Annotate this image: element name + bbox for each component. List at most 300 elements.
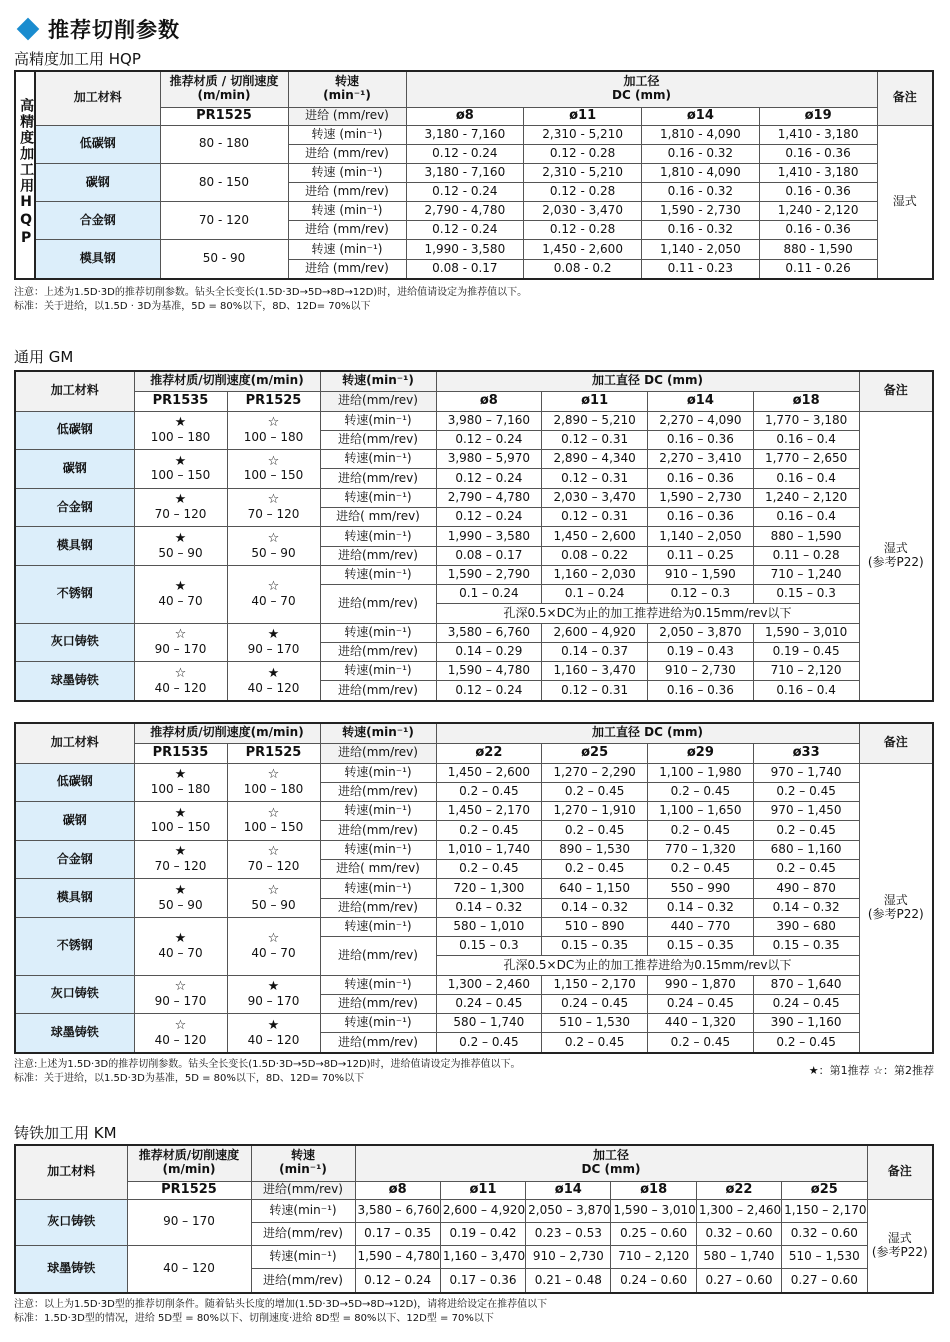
table-cell: 910 – 2,730 — [648, 662, 754, 681]
grade-2-cell: ☆ 70 – 120 — [227, 840, 320, 879]
header-note: 备注 — [859, 371, 933, 411]
table-cell: 0.12 – 0.24 — [436, 430, 542, 449]
table-cell: 1,100 – 1,650 — [648, 802, 754, 821]
table-cell: 0.12 – 0.24 — [436, 681, 542, 701]
grade-1-cell: ★ 100 – 180 — [134, 411, 227, 450]
table-cell: 0.14 – 0.32 — [753, 898, 859, 917]
material-cell: 球墨铸铁 — [15, 662, 134, 701]
diamond-icon — [17, 18, 40, 41]
table-cell: 1,590 – 4,780 — [355, 1246, 440, 1269]
grade-2-cell: ☆ 50 – 90 — [227, 879, 320, 918]
table-row — [15, 763, 933, 782]
table-row — [15, 879, 933, 898]
star-legend: ★：第1推荐 ☆：第2推荐 — [808, 1064, 934, 1077]
table-cell: 0.08 - 0.17 — [406, 259, 524, 279]
header-diameter: 加工直径 DC (mm) — [436, 723, 859, 743]
table-cell: 710 – 1,240 — [753, 565, 859, 584]
material-cell: 球墨铸铁 — [15, 1014, 134, 1053]
row-label-speed: 转速 (min⁻¹) — [288, 125, 406, 144]
table-cell: 510 – 1,530 — [782, 1246, 867, 1269]
table-cell: 2,600 – 4,920 — [440, 1199, 525, 1222]
table-cell: 1,990 – 3,580 — [436, 527, 542, 546]
table-cell: 1,450 – 2,600 — [436, 763, 542, 782]
row-label-speed: 转速(min⁻¹) — [320, 411, 436, 430]
km-note: 注意：以上为1.5D·3D型的推荐切削条件。随着钻头长度的增加(1.5D·3D→5D→8D→12D)，请将进给设定在推荐值以下 标准：1.5D·3D型的情况，进给 5D型 = 80%以下、切削速度·进给 8D型 = 80%以下、12D型 = 70%以下 — [14, 1299, 548, 1324]
row-label-speed: 转速(min⁻¹) — [320, 763, 436, 782]
table-cell: 0.2 – 0.45 — [753, 782, 859, 801]
header-speed: 转速(min⁻¹) — [320, 723, 436, 743]
table-row — [15, 411, 933, 430]
table-cell: 0.12 – 0.31 — [542, 508, 648, 527]
table-cell: 2,310 - 5,210 — [524, 163, 642, 182]
table-cell: 550 – 990 — [648, 879, 754, 898]
table-cell: 440 – 770 — [648, 917, 754, 936]
grade-1-cell: ★ 40 – 70 — [134, 917, 227, 975]
table-cell: 0.24 – 0.60 — [611, 1269, 696, 1293]
table-cell: 890 – 1,530 — [542, 840, 648, 859]
table-cell: 0.12 – 0.31 — [542, 469, 648, 488]
grade-1-cell: ★ 70 – 120 — [134, 840, 227, 879]
table-cell: 0.11 – 0.25 — [648, 546, 754, 565]
table-cell: 1,270 – 1,910 — [542, 802, 648, 821]
table-cell: 0.12 – 0.3 — [648, 585, 754, 604]
table-row — [15, 623, 933, 642]
diameter-label: ø11 — [440, 1181, 525, 1199]
material-cell: 灰口铸铁 — [15, 975, 134, 1014]
row-label-speed: 转速(min⁻¹) — [320, 917, 436, 936]
table-cell: 2,030 - 3,470 — [524, 202, 642, 221]
table-cell: 710 – 2,120 — [753, 662, 859, 681]
row-label-speed: 转速 (min⁻¹) — [288, 202, 406, 221]
table-cell: 0.11 - 0.23 — [642, 259, 760, 279]
header-note: 备注 — [867, 1145, 933, 1199]
remark-cell: 湿式 (参考P22) — [859, 763, 933, 1053]
diameter-label: ø14 — [526, 1181, 611, 1199]
material-cell: 低碳钢 — [35, 125, 160, 163]
table-cell: 0.12 - 0.24 — [406, 144, 524, 163]
table-cell: 1,810 - 4,090 — [642, 125, 760, 144]
table-cell: 0.2 – 0.45 — [753, 1033, 859, 1053]
table-cell: 0.08 – 0.22 — [542, 546, 648, 565]
row-label-feed: 进给(mm/rev) — [320, 681, 436, 701]
table-cell: 0.2 – 0.45 — [648, 860, 754, 879]
row-label-feed: 进给(mm/rev) — [251, 1222, 355, 1245]
gm-table-2 — [14, 722, 934, 1054]
table-cell: 0.2 – 0.45 — [436, 821, 542, 840]
table-cell: 0.24 – 0.45 — [542, 994, 648, 1013]
remark-cell: 湿式 (参考P22) — [867, 1199, 933, 1293]
grade-2-cell: ☆ 100 – 180 — [227, 411, 320, 450]
table-cell: 0.15 – 0.35 — [542, 937, 648, 956]
diameter-label: ø18 — [753, 391, 859, 411]
row-label-feed: 进给(mm/rev) — [320, 642, 436, 661]
diameter-label: ø14 — [648, 391, 754, 411]
diameter-label: ø11 — [542, 391, 648, 411]
row-label-feed: 进给(mm/rev) — [251, 1269, 355, 1293]
table-cell: 770 – 1,320 — [648, 840, 754, 859]
row-label-feed: 进给( mm/rev) — [320, 860, 436, 879]
table-cell: 1,410 - 3,180 — [759, 125, 877, 144]
material-cell: 不锈钢 — [15, 917, 134, 975]
grade-2-cell: ☆ 40 – 70 — [227, 917, 320, 975]
hqp-vertical-label: 高精度加工用HQP — [15, 71, 35, 279]
table-cell: 1,100 – 1,980 — [648, 763, 754, 782]
table-cell: 2,890 – 5,210 — [542, 411, 648, 430]
table-cell: 0.16 - 0.32 — [642, 144, 760, 163]
table-cell: 0.16 - 0.36 — [759, 182, 877, 201]
material-cell: 碳钢 — [35, 163, 160, 201]
table-cell: 720 – 1,300 — [436, 879, 542, 898]
table-cell: 0.2 – 0.45 — [542, 782, 648, 801]
grade-2-cell: ★ 40 – 120 — [227, 1014, 320, 1053]
table-cell: 970 – 1,740 — [753, 763, 859, 782]
header-feed: 进给 (mm/rev) — [288, 107, 406, 125]
grade-1-cell: ☆ 90 – 170 — [134, 623, 227, 662]
header-diameter: 加工径 DC (mm) — [355, 1145, 867, 1181]
table-row — [15, 1014, 933, 1033]
table-cell: 510 – 1,530 — [542, 1014, 648, 1033]
material-cell: 灰口铸铁 — [15, 1199, 127, 1246]
table-cell: 0.16 - 0.32 — [642, 182, 760, 201]
table-cell: 990 – 1,870 — [648, 975, 754, 994]
table-cell: 870 – 1,640 — [753, 975, 859, 994]
table-cell: 1,240 - 2,120 — [759, 202, 877, 221]
material-cell: 低碳钢 — [15, 411, 134, 450]
gm-note: 注意:上述为1.5D·3D的推荐切削参数。钻头全长变长(1.5D·3D→5D→8D→12D)时，进给值请设定为推荐值以下。 标准：关于进给，以1.5D·3D为基准，5D = 80%以下，8D、12D= 70%以下 — [14, 1059, 521, 1084]
table-cell: 910 – 2,730 — [526, 1246, 611, 1269]
table-cell: 0.16 – 0.4 — [753, 430, 859, 449]
row-label-speed: 转速(min⁻¹) — [320, 450, 436, 469]
table-cell: 1,270 – 2,290 — [542, 763, 648, 782]
table-cell: 0.12 - 0.24 — [406, 221, 524, 240]
table-row — [15, 917, 933, 936]
material-cell: 球墨铸铁 — [15, 1246, 127, 1293]
table-cell: 880 - 1,590 — [759, 240, 877, 259]
row-label-speed: 转速(min⁻¹) — [320, 527, 436, 546]
table-cell: 0.08 – 0.17 — [436, 546, 542, 565]
table-cell: 2,790 – 4,780 — [436, 488, 542, 507]
row-label-speed: 转速(min⁻¹) — [320, 662, 436, 681]
table-row — [15, 527, 933, 546]
row-label-feed: 进给(mm/rev) — [320, 546, 436, 565]
table-cell: 1,240 – 2,120 — [753, 488, 859, 507]
row-label-speed: 转速 (min⁻¹) — [288, 240, 406, 259]
table-cell: 1,770 – 3,180 — [753, 411, 859, 430]
table-cell: 580 – 1,740 — [696, 1246, 781, 1269]
header-diameter: 加工径 DC (mm) — [406, 71, 877, 107]
table-cell: 0.15 – 0.35 — [753, 937, 859, 956]
table-cell: 710 – 2,120 — [611, 1246, 696, 1269]
table-cell: 580 – 1,740 — [436, 1014, 542, 1033]
table-cell: 2,270 – 4,090 — [648, 411, 754, 430]
row-label-feed: 进给( mm/rev) — [320, 508, 436, 527]
table-cell: 0.16 – 0.4 — [753, 681, 859, 701]
row-label-feed: 进给(mm/rev) — [320, 1033, 436, 1053]
table-row — [15, 840, 933, 859]
row-label-feed: 进给(mm/rev) — [320, 994, 436, 1013]
table-cell: 0.16 – 0.4 — [753, 469, 859, 488]
diameter-label: ø22 — [436, 743, 542, 763]
grade-1-cell: ★ 40 – 70 — [134, 565, 227, 623]
table-cell: 2,600 – 4,920 — [542, 623, 648, 642]
table-cell: 0.19 – 0.42 — [440, 1222, 525, 1245]
row-label-feed: 进给 (mm/rev) — [288, 182, 406, 201]
table-cell: 0.12 – 0.31 — [542, 430, 648, 449]
table-cell: 0.12 - 0.28 — [524, 144, 642, 163]
speed-range-cell: 90 – 170 — [127, 1199, 251, 1246]
grade-label: PR1535 — [134, 743, 227, 763]
table-cell: 0.17 – 0.35 — [355, 1222, 440, 1245]
table-cell: 0.12 - 0.24 — [406, 182, 524, 201]
table-cell: 0.12 – 0.31 — [542, 681, 648, 701]
table-cell: 680 – 1,160 — [753, 840, 859, 859]
table-cell: 0.11 – 0.28 — [753, 546, 859, 565]
grade-2-cell: ☆ 100 – 150 — [227, 802, 320, 841]
diameter-label: ø25 — [782, 1181, 867, 1199]
row-label-speed: 转速(min⁻¹) — [320, 802, 436, 821]
table-cell: 3,180 - 7,160 — [406, 125, 524, 144]
material-cell: 模具钢 — [15, 879, 134, 918]
table-cell: 0.2 – 0.45 — [436, 782, 542, 801]
table-cell: 0.16 – 0.4 — [753, 508, 859, 527]
table-cell: 0.14 – 0.29 — [436, 642, 542, 661]
table-cell: 880 – 1,590 — [753, 527, 859, 546]
table-cell: 440 – 1,320 — [648, 1014, 754, 1033]
table-cell: 3,580 – 6,760 — [355, 1199, 440, 1222]
speed-range-cell: 70 - 120 — [160, 202, 288, 240]
row-label-feed: 进给 (mm/rev) — [288, 221, 406, 240]
header-grade: 推荐材质/切削速度(m/min) — [134, 371, 320, 391]
table-cell: 2,030 – 3,470 — [542, 488, 648, 507]
table-cell: 970 – 1,450 — [753, 802, 859, 821]
table-cell: 1,450 – 2,600 — [542, 527, 648, 546]
header-note: 备注 — [877, 71, 933, 125]
table-cell: 2,890 – 4,340 — [542, 450, 648, 469]
table-cell: 0.08 - 0.2 — [524, 259, 642, 279]
header-feed: 进给(mm/rev) — [320, 743, 436, 763]
table-cell: 1,160 – 3,470 — [542, 662, 648, 681]
header-speed: 转速(min⁻¹) — [320, 371, 436, 391]
grade-2-cell: ☆ 40 – 70 — [227, 565, 320, 623]
row-label-speed: 转速(min⁻¹) — [320, 879, 436, 898]
diameter-label: ø18 — [611, 1181, 696, 1199]
grade-2-cell: ☆ 100 – 180 — [227, 763, 320, 802]
row-label-feed: 进给(mm/rev) — [320, 821, 436, 840]
table-cell: 1,590 - 2,730 — [642, 202, 760, 221]
table-cell: 0.2 – 0.45 — [436, 860, 542, 879]
diameter-label: ø25 — [542, 743, 648, 763]
remark-cell: 湿式 — [877, 125, 933, 279]
table-cell: 1,990 - 3,580 — [406, 240, 524, 259]
grade-label: PR1535 — [134, 391, 227, 411]
grade-1-cell: ★ 50 – 90 — [134, 879, 227, 918]
table-cell: 3,980 – 7,160 — [436, 411, 542, 430]
table-row — [15, 1199, 933, 1222]
row-label-speed: 转速(min⁻¹) — [251, 1199, 355, 1222]
grade-1-cell: ★ 100 – 150 — [134, 802, 227, 841]
header-speed: 转速 (min⁻¹) — [251, 1145, 355, 1181]
speed-range-cell: 80 - 150 — [160, 163, 288, 201]
diameter-label: ø8 — [436, 391, 542, 411]
table-cell: 390 – 680 — [753, 917, 859, 936]
table-cell: 0.19 – 0.45 — [753, 642, 859, 661]
table-cell: 0.17 – 0.36 — [440, 1269, 525, 1293]
table-cell: 0.12 - 0.28 — [524, 221, 642, 240]
header-material: 加工材料 — [15, 1145, 127, 1199]
table-row — [15, 163, 933, 182]
grade-1-cell: ★ 100 – 180 — [134, 763, 227, 802]
table-row — [15, 450, 933, 469]
table-cell: 2,310 - 5,210 — [524, 125, 642, 144]
table-cell: 0.24 – 0.45 — [753, 994, 859, 1013]
table-row — [15, 1246, 933, 1269]
speed-range-cell: 40 – 120 — [127, 1246, 251, 1293]
table-cell: 1,810 - 4,090 — [642, 163, 760, 182]
table-cell: 1,450 - 2,600 — [524, 240, 642, 259]
table-row — [15, 662, 933, 681]
header-note: 备注 — [859, 723, 933, 763]
table-row — [15, 975, 933, 994]
material-cell: 合金钢 — [35, 202, 160, 240]
table-cell: 580 – 1,010 — [436, 917, 542, 936]
material-cell: 不锈钢 — [15, 565, 134, 623]
row-label-feed: 进给(mm/rev) — [320, 585, 436, 623]
header-feed: 进给(mm/rev) — [320, 391, 436, 411]
hqp-table — [14, 70, 934, 280]
grade-label: PR1525 — [127, 1181, 251, 1199]
grade-label: PR1525 — [160, 107, 288, 125]
grade-2-cell: ☆ 100 – 150 — [227, 450, 320, 489]
material-cell: 低碳钢 — [15, 763, 134, 802]
table-cell: 0.2 – 0.45 — [753, 860, 859, 879]
grade-1-cell: ☆ 40 – 120 — [134, 662, 227, 701]
table-cell: 390 – 1,160 — [753, 1014, 859, 1033]
row-label-speed: 转速(min⁻¹) — [320, 488, 436, 507]
table-cell: 490 – 870 — [753, 879, 859, 898]
header-speed: 转速 (min⁻¹) — [288, 71, 406, 107]
diameter-label: ø19 — [759, 107, 877, 125]
hqp-note: 注意：上述为1.5D·3D的推荐切削参数。钻头全长变长(1.5D·3D→5D→8D→12D)时，进给值请设定为推荐值以下。 标准：关于进给，以1.5D · 3D为基准，5D = 80%以下，8D、12D= 70%以下 — [14, 287, 528, 312]
table-cell: 0.14 – 0.37 — [542, 642, 648, 661]
table-cell: 0.12 – 0.24 — [355, 1269, 440, 1293]
table-cell: 0.1 – 0.24 — [542, 585, 648, 604]
row-label-feed: 进给(mm/rev) — [320, 898, 436, 917]
diameter-label: ø8 — [355, 1181, 440, 1199]
row-label-feed: 进给 (mm/rev) — [288, 144, 406, 163]
speed-range-cell: 50 - 90 — [160, 240, 288, 279]
table-cell: 0.2 – 0.45 — [436, 1033, 542, 1053]
km-table — [14, 1144, 934, 1294]
header-material: 加工材料 — [15, 723, 134, 763]
table-cell: 1,590 – 4,780 — [436, 662, 542, 681]
table-cell: 0.2 – 0.45 — [542, 1033, 648, 1053]
table-cell: 0.2 – 0.45 — [542, 821, 648, 840]
gm-table-1 — [14, 370, 934, 702]
table-cell: 0.14 – 0.32 — [648, 898, 754, 917]
table-cell: 1,150 – 2,170 — [782, 1199, 867, 1222]
table-cell: 1,590 – 2,730 — [648, 488, 754, 507]
row-label-speed: 转速 (min⁻¹) — [288, 163, 406, 182]
header-diameter: 加工直径 DC (mm) — [436, 371, 859, 391]
grade-label: PR1525 — [227, 391, 320, 411]
table-cell: 0.15 – 0.35 — [648, 937, 754, 956]
table-cell: 2,050 – 3,870 — [526, 1199, 611, 1222]
table-cell: 1,770 – 2,650 — [753, 450, 859, 469]
table-cell: 0.2 – 0.45 — [648, 1033, 754, 1053]
grade-1-cell: ☆ 90 – 170 — [134, 975, 227, 1014]
section-title-gm: 通用 GM — [14, 348, 74, 366]
header-grade: 推荐材质/切削速度(m/min) — [134, 723, 320, 743]
table-row — [15, 202, 933, 221]
table-cell: 2,050 – 3,870 — [648, 623, 754, 642]
table-cell: 0.12 – 0.24 — [436, 508, 542, 527]
table-cell: 3,180 - 7,160 — [406, 163, 524, 182]
table-cell: 0.14 – 0.32 — [436, 898, 542, 917]
diameter-label: ø33 — [753, 743, 859, 763]
table-cell: 0.14 – 0.32 — [542, 898, 648, 917]
section-title-km: 铸铁加工用 KM — [14, 1124, 117, 1142]
material-cell: 灰口铸铁 — [15, 623, 134, 662]
table-cell: 0.16 – 0.36 — [648, 469, 754, 488]
diameter-label: ø22 — [696, 1181, 781, 1199]
diameter-label: ø8 — [406, 107, 524, 125]
table-cell: 1,140 - 2,050 — [642, 240, 760, 259]
table-cell: 1,590 – 3,010 — [753, 623, 859, 642]
table-cell: 1,590 – 3,010 — [611, 1199, 696, 1222]
row-label-speed: 转速(min⁻¹) — [320, 975, 436, 994]
diameter-label: ø11 — [524, 107, 642, 125]
row-label-speed: 转速(min⁻¹) — [320, 623, 436, 642]
table-cell: 0.27 – 0.60 — [782, 1269, 867, 1293]
table-cell: 0.2 – 0.45 — [648, 821, 754, 840]
table-row — [15, 488, 933, 507]
table-cell: 0.16 – 0.36 — [648, 508, 754, 527]
row-label-speed: 转速(min⁻¹) — [320, 565, 436, 584]
row-label-speed: 转速(min⁻¹) — [251, 1246, 355, 1269]
table-cell: 0.16 – 0.36 — [648, 430, 754, 449]
table-cell: 0.1 – 0.24 — [436, 585, 542, 604]
table-cell: 3,980 – 5,970 — [436, 450, 542, 469]
page-title: 推荐切削参数 — [14, 14, 180, 44]
row-label-feed: 进给(mm/rev) — [320, 430, 436, 449]
table-cell: 0.11 - 0.26 — [759, 259, 877, 279]
grade-2-cell: ☆ 50 – 90 — [227, 527, 320, 566]
grade-1-cell: ★ 50 – 90 — [134, 527, 227, 566]
table-row — [15, 240, 933, 259]
material-cell: 模具钢 — [35, 240, 160, 279]
grade-2-cell: ☆ 70 – 120 — [227, 488, 320, 527]
table-cell: 1,150 – 2,170 — [542, 975, 648, 994]
table-cell: 0.16 - 0.36 — [759, 221, 877, 240]
table-row — [15, 565, 933, 584]
table-cell: 0.12 - 0.28 — [524, 182, 642, 201]
table-cell: 0.25 – 0.60 — [611, 1222, 696, 1245]
table-cell: 1,410 - 3,180 — [759, 163, 877, 182]
table-cell: 0.2 – 0.45 — [542, 860, 648, 879]
deep-hole-note: 孔深0.5×DC为止的加工推荐进给为0.15mm/rev以下 — [436, 956, 859, 975]
material-cell: 合金钢 — [15, 840, 134, 879]
material-cell: 模具钢 — [15, 527, 134, 566]
table-cell: 1,300 – 2,460 — [696, 1199, 781, 1222]
table-row — [15, 125, 933, 144]
table-cell: 0.27 – 0.60 — [696, 1269, 781, 1293]
table-cell: 1,010 – 1,740 — [436, 840, 542, 859]
table-cell: 1,590 – 2,790 — [436, 565, 542, 584]
header-feed: 进给(mm/rev) — [251, 1181, 355, 1199]
table-cell: 1,140 – 2,050 — [648, 527, 754, 546]
row-label-feed: 进给(mm/rev) — [320, 782, 436, 801]
grade-2-cell: ★ 40 – 120 — [227, 662, 320, 701]
